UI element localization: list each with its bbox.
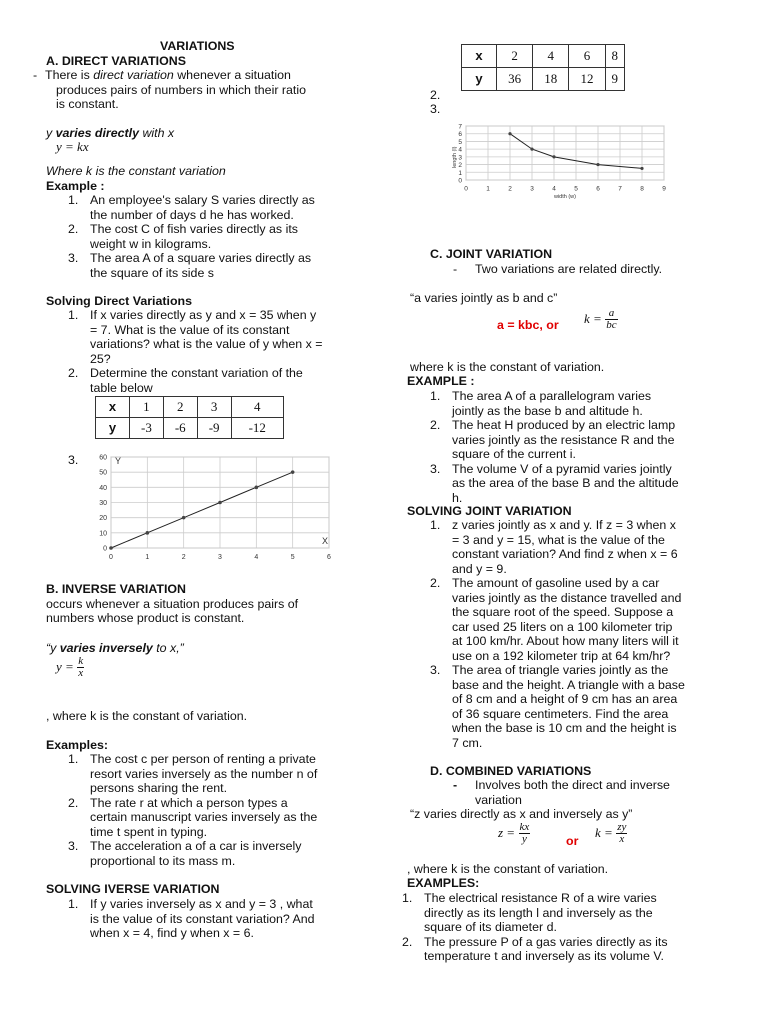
joint-statement: “a varies jointly as b and c”	[410, 291, 558, 305]
table-cell: 8	[605, 45, 624, 68]
inverse-formula: y = $\frac{k}{x}$	[56, 655, 84, 679]
list-item-line: = 7. What is the value of its constant	[90, 322, 290, 337]
list-item-number: 2.	[430, 418, 441, 432]
x-tick-label: 0	[464, 185, 468, 193]
y-tick-label: 0	[103, 545, 107, 553]
list-item-line: is the value of its constant variation? And	[90, 911, 315, 926]
data-point	[596, 163, 599, 166]
x-tick-label: 4	[254, 554, 259, 561]
list-item-line: h.	[452, 490, 463, 505]
direct-formula: y = kx	[56, 139, 89, 154]
x-tick-label: 5	[290, 554, 295, 561]
list-item-number: 1.	[68, 308, 79, 322]
data-point	[640, 167, 643, 170]
page-title: VARIATIONS	[160, 39, 235, 53]
list-item-line: time t spent in typing.	[90, 824, 208, 839]
combined-formula-z: z = $\frac{kx}{y}$	[498, 821, 530, 845]
combined-dash: -	[453, 778, 458, 792]
list-item-line: resort varies inversely as the number n of	[90, 766, 318, 781]
list-item-line: certain manuscript varies inversely as the	[90, 810, 318, 824]
data-point	[146, 531, 150, 535]
list-item-line: as the area of the base B and the altitude	[452, 476, 679, 490]
table-cell: -12	[231, 418, 283, 439]
direct-def-line2: produces pairs of numbers in which their ratio	[56, 83, 306, 97]
list-item-line: The area of triangle varies jointly as the	[452, 663, 669, 677]
inverse-table	[461, 44, 625, 91]
list-item-line: when the base is 10 cm and the height is	[452, 721, 677, 735]
list-item-line: varies jointly as the distance travelled and	[452, 590, 682, 605]
direct-def-dash: -	[33, 68, 38, 82]
list-item-line: at 100 km/hr. About how many liters will it	[452, 634, 679, 648]
data-point	[218, 501, 222, 505]
list-item-line: directly as its length l and inversely as the	[424, 905, 653, 920]
joint-formula-red: a = kbc, or	[497, 318, 559, 332]
list-item-line: square of the current i.	[452, 447, 576, 461]
list-item-line: table below	[90, 380, 153, 395]
list-item-line: car used 25 liters on a 100 kilometer trip	[452, 619, 673, 634]
list-item-number: 1.	[68, 193, 79, 207]
table-header-y: y	[462, 68, 497, 91]
inverse-heading: B. INVERSE VARIATION	[46, 582, 186, 596]
y-tick-label: 40	[99, 484, 107, 492]
series-line	[111, 472, 293, 548]
x-tick-label: 2	[508, 185, 512, 193]
list-item-line: If x varies directly as y and x = 35 when y	[90, 308, 317, 322]
list-item-line: variations? what is the value of y when x =	[90, 337, 323, 351]
inverse-def-line2: numbers whose product is constant.	[46, 611, 245, 625]
direct-item3-number: 3.	[68, 453, 79, 467]
list-item-line: the square of its side s	[90, 265, 214, 280]
list-item-number: 1.	[430, 389, 441, 403]
data-point	[109, 546, 113, 550]
table-cell: 2	[163, 397, 197, 418]
joint-example-label: EXAMPLE :	[407, 374, 475, 388]
list-item-line: persons sharing the rent.	[90, 781, 228, 795]
list-item-line: Determine the constant variation of the	[90, 366, 303, 380]
y-axis-label: length (l)	[452, 146, 458, 168]
direct-line-chart	[85, 450, 345, 570]
combined-def-line1: Involves both the direct and inverse	[475, 778, 670, 792]
combined-def-line2: variation	[475, 793, 522, 807]
right-item3-number: 3.	[430, 102, 441, 116]
table-cell: 3	[197, 397, 231, 418]
table-cell: 12	[569, 68, 605, 91]
list-item-line: square of its diameter d.	[424, 920, 557, 934]
y-tick-label: 3	[458, 154, 462, 162]
y-tick-label: 10	[99, 530, 107, 538]
direct-def-line1: There is direct variation whenever a situation	[45, 68, 291, 82]
list-item-line: The cost C of fish varies directly as its	[90, 222, 298, 236]
combined-where: , where k is the constant of variation.	[407, 862, 609, 876]
inverse-where: , where k is the constant of variation.	[46, 709, 248, 723]
table-cell: 18	[533, 68, 569, 91]
y-tick-label: 7	[458, 123, 462, 131]
list-item-number: 2.	[68, 795, 79, 810]
table-cell: 9	[605, 68, 624, 91]
inverse-statement: “y varies inversely to x,”	[46, 641, 184, 655]
list-item-line: proportional to its mass m.	[90, 853, 236, 868]
combined-or: or	[566, 834, 579, 848]
combined-examples-label: EXAMPLES:	[407, 876, 480, 890]
table-cell: 36	[497, 68, 533, 91]
table-cell: -9	[197, 418, 231, 439]
list-item-line: base and the height. A triangle with a base	[452, 677, 685, 692]
x-tick-label: 1	[486, 185, 490, 193]
list-item-line: use on a 192 kilometer trip at 64 km/hr?	[452, 648, 671, 663]
list-item-line: constant variation? And find z when x = 6	[452, 547, 678, 561]
list-item-line: The area A of a parallelogram varies	[452, 389, 652, 403]
direct-example-label: Example :	[46, 179, 105, 193]
data-point	[255, 486, 259, 490]
list-item-number: 1.	[68, 752, 79, 766]
list-item-number: 1.	[68, 897, 79, 911]
list-item-line: of 8 cm and a height of 9 cm has an area	[452, 692, 678, 706]
x-axis-label: width (w)	[553, 194, 577, 200]
list-item-line: and y = 9.	[452, 561, 507, 576]
joint-where: where k is the constant of variation.	[410, 360, 605, 374]
list-item-line: varies jointly as the resistance R and the	[452, 432, 675, 447]
list-item-line: The electrical resistance R of a wire varies	[424, 891, 657, 905]
y-tick-label: 50	[99, 469, 107, 477]
list-item-number: 2.	[68, 222, 79, 236]
x-tick-label: 0	[109, 554, 113, 561]
x-tick-label: 5	[574, 185, 578, 193]
x-tick-label: 7	[618, 185, 622, 193]
list-item-number: 2.	[402, 934, 413, 949]
list-item-line: the number of days d he has worked.	[90, 207, 294, 222]
joint-dash: -	[453, 262, 458, 276]
data-point	[291, 470, 295, 474]
list-item-line: the square root of the speed. Suppose a	[452, 605, 674, 619]
joint-heading: C. JOINT VARIATION	[430, 247, 553, 261]
table-cell: 2	[497, 45, 533, 68]
list-item-line: of 36 square centimeters. Find the area	[452, 706, 669, 721]
direct-heading: A. DIRECT VARIATIONS	[46, 54, 186, 68]
list-item-line: The cost c per person of renting a private	[90, 752, 316, 766]
x-tick-label: 4	[552, 185, 556, 193]
table-cell: -3	[130, 418, 164, 439]
table-header-y: y	[96, 418, 130, 439]
direct-solving-label: Solving Direct Variations	[46, 294, 192, 308]
list-item-line: The pressure P of a gas varies directly as its	[424, 934, 668, 949]
list-item-line: The rate r at which a person types a	[90, 795, 288, 810]
y-tick-label: 2	[458, 162, 462, 170]
data-point	[530, 148, 533, 151]
inverse-examples-label: Examples:	[46, 738, 108, 752]
inverse-def-line1: occurs whenever a situation produces pairs of	[46, 597, 299, 611]
list-item-line: The heat H produced by an electric lamp	[452, 418, 676, 432]
table-cell: 6	[569, 45, 605, 68]
data-point	[552, 155, 555, 158]
x-axis-label: X	[321, 536, 329, 546]
y-tick-label: 0	[458, 177, 462, 185]
y-tick-label: 30	[99, 500, 107, 507]
inverse-solving-label: SOLVING IVERSE VARIATION	[46, 882, 220, 896]
x-tick-label: 6	[327, 554, 331, 561]
table-cell: 4	[231, 397, 283, 418]
y-tick-label: 1	[458, 169, 462, 177]
list-item-number: 3.	[68, 839, 79, 853]
y-tick-label: 5	[458, 138, 462, 146]
list-item-line: The amount of gasoline used by a car	[452, 576, 660, 590]
list-item-line: = 3 and y = 15, what is the value of the	[452, 532, 665, 547]
list-item-line: weight w in kilograms.	[90, 236, 212, 251]
list-item-number: 1.	[430, 518, 441, 532]
y-axis-label: Y	[115, 456, 122, 466]
x-tick-label: 8	[640, 185, 644, 193]
joint-solving-label: SOLVING JOINT VARIATION	[407, 504, 572, 518]
list-item-number: 3.	[430, 461, 441, 476]
table-cell: 4	[533, 45, 569, 68]
list-item-line: The area A of a square varies directly as	[90, 251, 312, 265]
data-point	[508, 132, 511, 135]
list-item-line: The acceleration a of a car is inversely	[90, 839, 302, 853]
x-tick-label: 9	[662, 185, 666, 193]
list-item-number: 3.	[430, 663, 441, 677]
list-item-line: temperature t and inversely as its volume V.	[424, 949, 664, 963]
combined-formula-k: k = $\frac{zy}{x}$	[595, 821, 627, 845]
list-item-line: jointly as the base b and altitude h.	[452, 403, 643, 418]
list-item-number: 2.	[430, 576, 441, 590]
list-item-line: when x = 4, find y when x = 6.	[90, 926, 254, 940]
combined-heading: D. COMBINED VARIATIONS	[430, 764, 592, 778]
x-tick-label: 3	[218, 554, 222, 561]
table-header-x: x	[96, 397, 130, 418]
list-item-line: If y varies inversely as x and y = 3 , what	[90, 897, 313, 911]
x-tick-label: 6	[596, 185, 600, 193]
inverse-curve-chart	[450, 120, 675, 200]
list-item-line: An employee's salary S varies directly as	[90, 193, 315, 207]
direct-where: Where k is the constant variation	[46, 164, 226, 178]
direct-vary-statement: y varies directly with x	[46, 126, 175, 140]
list-item-line: z varies jointly as x and y. If z = 3 when x	[452, 518, 676, 532]
list-item-number: 1.	[402, 891, 413, 905]
y-tick-label: 6	[458, 131, 462, 139]
x-tick-label: 1	[145, 554, 150, 561]
direct-table	[95, 396, 284, 439]
x-tick-label: 2	[181, 554, 186, 561]
y-tick-label: 20	[99, 515, 107, 523]
list-item-line: 7 cm.	[452, 735, 483, 750]
list-item-line: The volume V of a pyramid varies jointly	[452, 461, 672, 476]
x-tick-label: 3	[530, 185, 534, 193]
y-tick-label: 4	[458, 146, 462, 154]
direct-def-line3: is constant.	[56, 97, 119, 111]
list-item-number: 3.	[68, 251, 79, 265]
list-item-line: 25?	[90, 351, 111, 366]
right-item2-number: 2.	[430, 88, 441, 102]
combined-statement: “z varies directly as x and inversely as y”	[410, 807, 633, 821]
table-cell: 1	[130, 397, 164, 418]
table-header-x: x	[462, 45, 497, 68]
joint-definition: Two variations are related directly.	[475, 262, 663, 276]
joint-formula-k: k = $\frac{a}{bc}$	[584, 307, 617, 331]
table-cell: -6	[163, 418, 197, 439]
y-tick-label: 60	[99, 454, 107, 462]
data-point	[182, 516, 186, 520]
list-item-number: 2.	[68, 366, 79, 380]
